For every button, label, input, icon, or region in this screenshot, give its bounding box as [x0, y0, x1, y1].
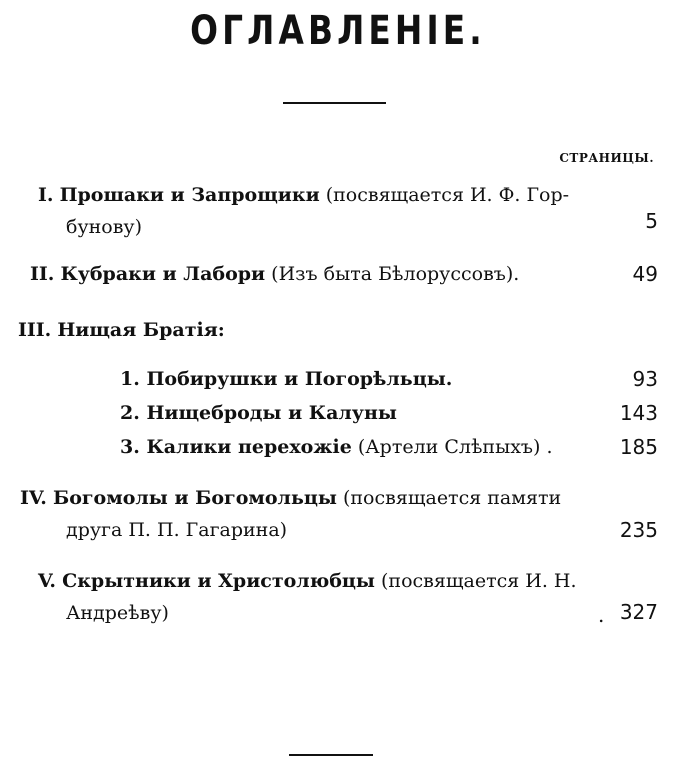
pages-column-label: СТРАНИЦЫ.	[559, 151, 654, 165]
subentry-title: 3. Калики перехожіе	[120, 436, 352, 458]
toc-entry-4-line2: друга П. П. Гагарина)	[66, 519, 288, 541]
top-divider	[283, 102, 386, 104]
toc-subentry-2	[120, 397, 397, 429]
toc-entry-5	[38, 565, 638, 597]
page-number: 185	[619, 435, 658, 459]
entry-number: II.	[30, 263, 55, 285]
page-number: 143	[619, 401, 658, 425]
entry-title: Богомолы и Богомольцы	[52, 487, 337, 509]
toc-entry-4	[20, 482, 640, 514]
toc-entry-5-line2: Андреѣву)	[66, 602, 169, 624]
entry-title: Кубраки и Лабори	[60, 263, 266, 285]
toc-entry-1-line2: бунову)	[66, 216, 143, 238]
page-number: 49	[632, 262, 658, 286]
toc-subentry-3	[120, 431, 553, 463]
subentry-subtitle: (Артели Слѣпыхъ) .	[357, 436, 553, 458]
entry-title: Нищая Братія:	[57, 319, 225, 341]
entry-title: Прошаки и Запрощики	[59, 184, 320, 206]
entry-subtitle: (посвящается И. Н.	[381, 570, 577, 592]
toc-entry-1	[38, 179, 648, 211]
entry-number: IV.	[20, 487, 47, 509]
entry-subtitle: (посвящается И. Ф. Гор-	[325, 184, 570, 206]
toc-entry-3	[18, 314, 225, 346]
page-number: 93	[632, 367, 658, 391]
entry-number: V.	[38, 570, 57, 592]
page-number: 327	[619, 600, 658, 624]
subentry-title: 2. Нищеброды и Калуны	[120, 402, 397, 424]
toc-entry-2	[30, 258, 590, 290]
entry-subtitle: (Изъ быта Бѣлоруссовъ).	[271, 263, 520, 285]
page-number: 5	[645, 209, 658, 233]
bottom-divider	[289, 754, 373, 756]
toc-subentry-1	[120, 363, 452, 395]
entry-number: I.	[38, 184, 54, 206]
page-title: ОГЛАВЛЕНІЕ.	[190, 8, 486, 54]
page-number: 235	[619, 518, 658, 542]
page-number-dot: .	[598, 603, 605, 627]
entry-number: III.	[18, 319, 52, 341]
subentry-title: 1. Побирушки и Погорѣльцы.	[120, 368, 453, 390]
entry-subtitle: (посвящается памяти	[342, 487, 562, 509]
entry-title: Скрытники и Христолюбцы	[62, 570, 375, 592]
